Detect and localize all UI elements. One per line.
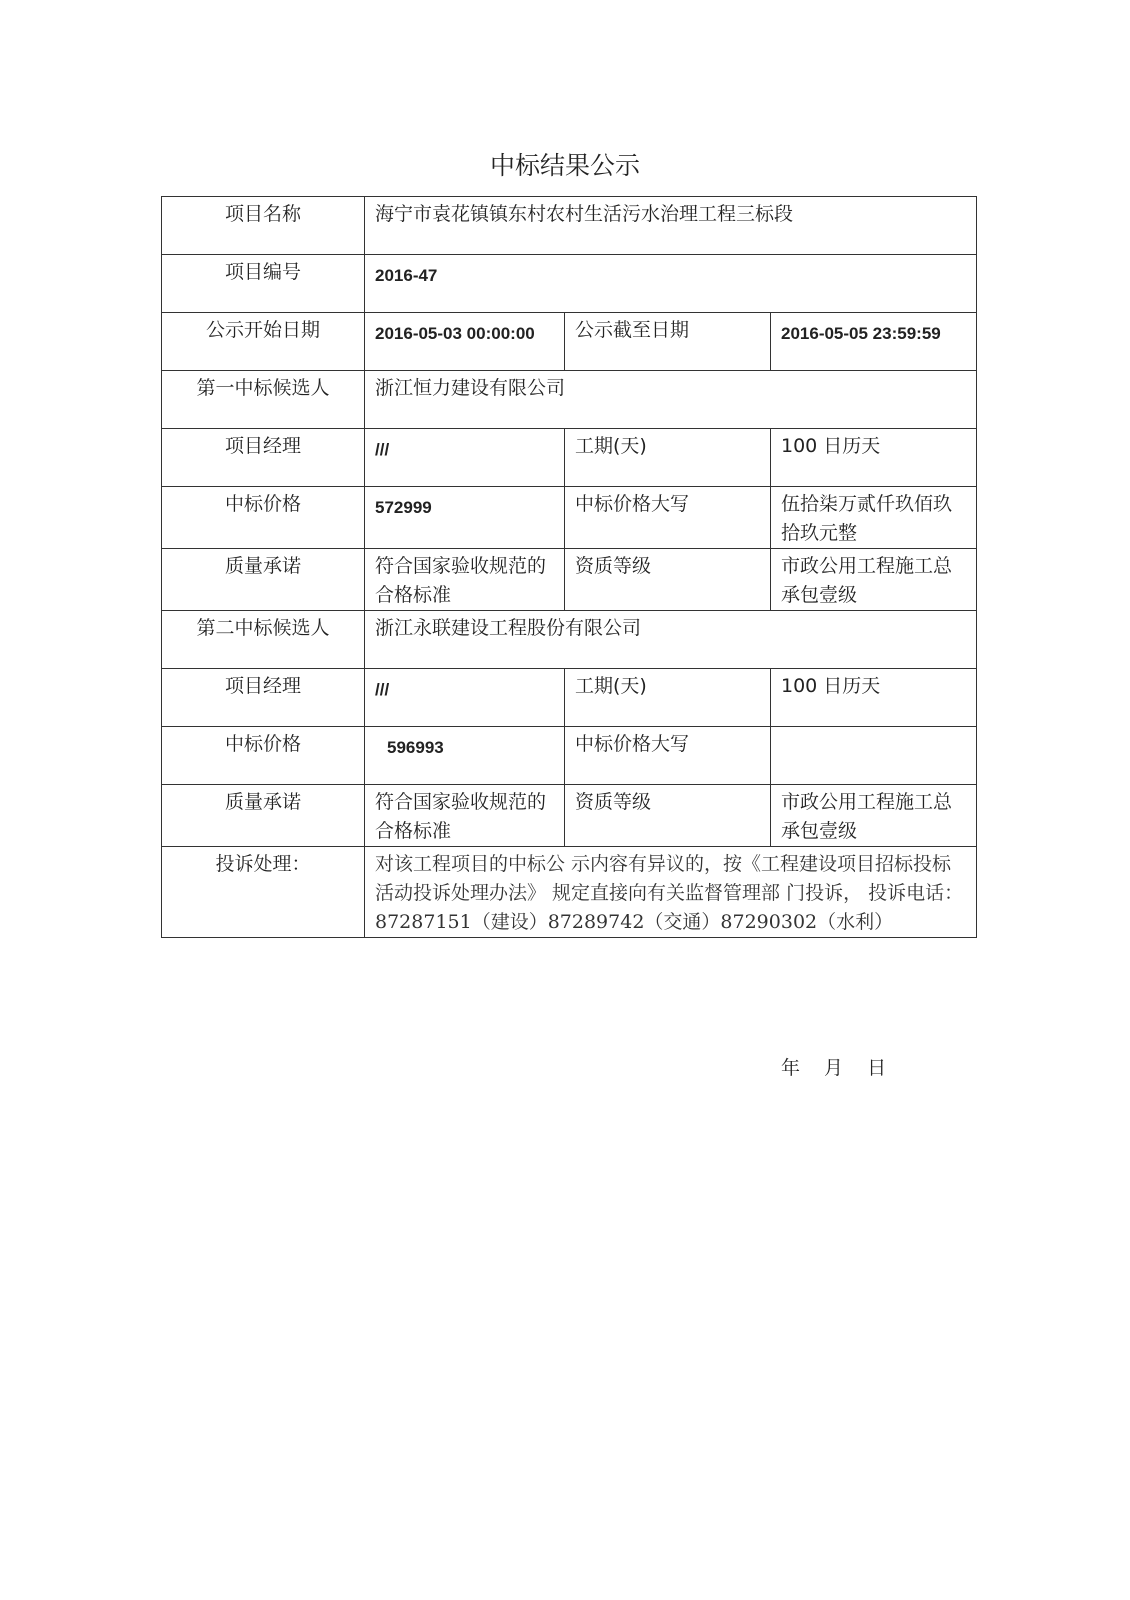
candidate1-price-value: 572999 [365,487,565,549]
candidate2-manager-label: 项目经理 [162,669,365,727]
project-name-value: 海宁市袁花镇镇东村农村生活污水治理工程三标段 [365,197,977,255]
candidate2-name: 浙江永联建设工程股份有限公司 [365,611,977,669]
footer-date: 年 月 日 [781,1057,889,1079]
row-candidate2 [162,611,977,669]
row-candidate2-quality [162,785,977,847]
candidate2-period-value: 100 日历天 [771,669,977,727]
row-project-code [162,255,977,313]
candidate1-manager-value: /// [365,429,565,487]
candidate1-label: 第一中标候选人 [162,371,365,429]
candidate1-name: 浙江恒力建设有限公司 [365,371,977,429]
start-date-label: 公示开始日期 [162,313,365,371]
candidate2-price-upper-label: 中标价格大写 [565,727,771,785]
candidate1-quality-value: 符合国家验收规范的合格标准 [365,549,565,611]
row-project-name [162,197,977,255]
candidate2-price-value: 596993 [365,727,565,785]
candidate1-price-label: 中标价格 [162,487,365,549]
candidate2-grade-value: 市政公用工程施工总承包壹级 [771,785,977,847]
project-code-value: 2016-47 [365,255,977,313]
end-date-value: 2016-05-05 23:59:59 [771,313,977,371]
page-title: 中标结果公示 [489,151,640,180]
row-candidate1-price [162,487,977,549]
project-code-label: 项目编号 [162,255,365,313]
candidate1-quality-label: 质量承诺 [162,549,365,611]
project-name-label: 项目名称 [162,197,365,255]
row-candidate1-quality [162,549,977,611]
candidate1-price-upper-label: 中标价格大写 [565,487,771,549]
candidate2-price-upper-value [771,727,977,785]
candidate1-grade-label: 资质等级 [565,549,771,611]
candidate2-price-label: 中标价格 [162,727,365,785]
complaint-text: 对该工程项目的中标公 示内容有异议的，按《工程建设项目招标投标活动投诉处理办法》 规定直接向有关监督管理部 门投诉， 投诉电话：87287151（建设）87289742（交通）87290302（水利） [365,847,977,938]
row-candidate1 [162,371,977,429]
candidate1-manager-label: 项目经理 [162,429,365,487]
candidate2-manager-value: /// [365,669,565,727]
candidate1-period-value: 100 日历天 [771,429,977,487]
candidate2-label: 第二中标候选人 [162,611,365,669]
candidate1-price-upper-value: 伍拾柒万贰仟玖佰玖拾玖元整 [771,487,977,549]
row-complaint [162,847,977,938]
candidate2-grade-label: 资质等级 [565,785,771,847]
row-dates [162,313,977,371]
candidate2-quality-label: 质量承诺 [162,785,365,847]
row-candidate2-price [162,727,977,785]
candidate2-quality-value: 符合国家验收规范的合格标准 [365,785,565,847]
end-date-label: 公示截至日期 [565,313,771,371]
row-candidate1-manager [162,429,977,487]
candidate1-period-label: 工期(天) [565,429,771,487]
row-candidate2-manager [162,669,977,727]
candidate2-period-label: 工期(天) [565,669,771,727]
complaint-label: 投诉处理： [162,847,365,938]
candidate1-grade-value: 市政公用工程施工总承包壹级 [771,549,977,611]
result-table [161,196,977,938]
start-date-value: 2016-05-03 00:00:00 [365,313,565,371]
